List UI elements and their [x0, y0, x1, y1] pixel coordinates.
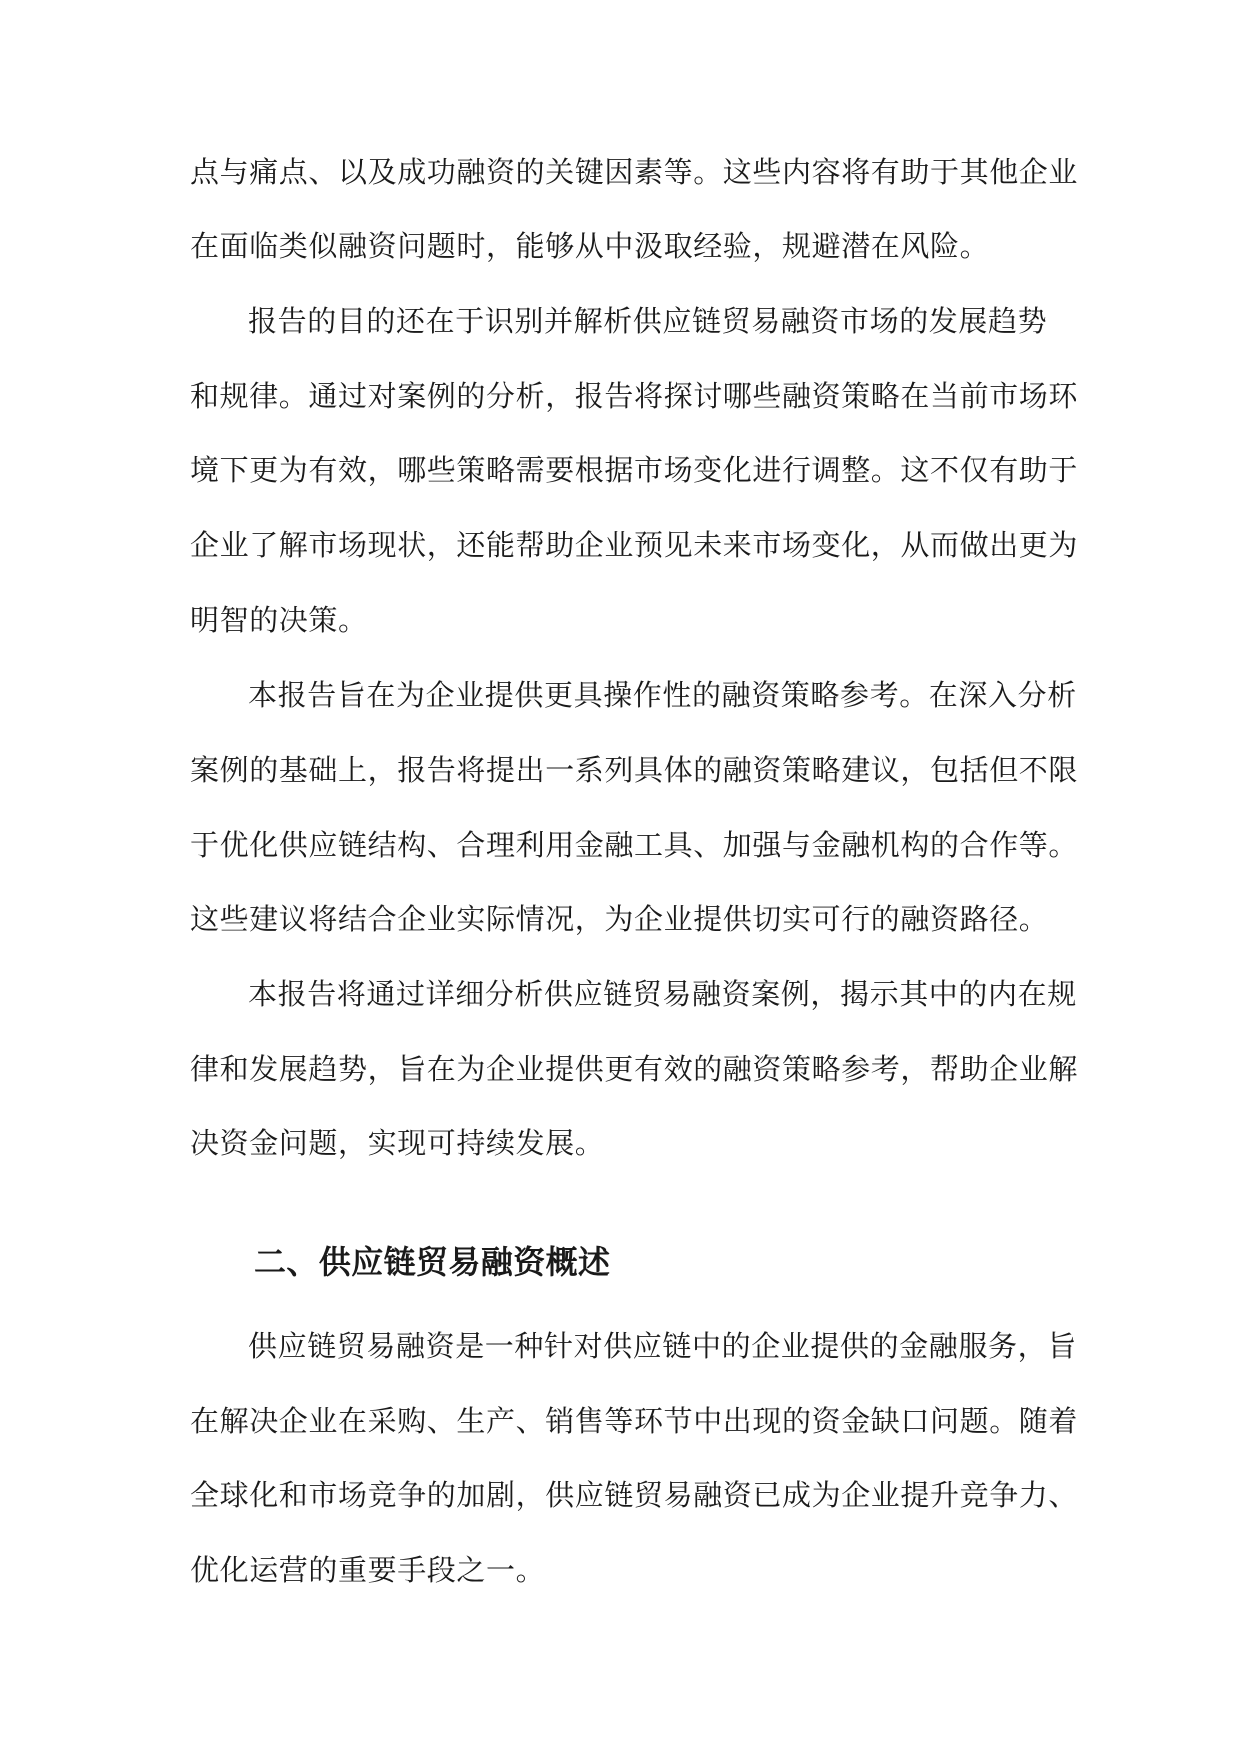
paragraph-4-line-3: 决资金问题，实现可持续发展。 [190, 1126, 605, 1160]
paragraph-3-line-1: 本报告旨在为企业提供更具操作性的融资策略参考。在深入分析 [248, 678, 1077, 712]
paragraph-2-line-1: 报告的目的还在于识别并解析供应链贸易融资市场的发展趋势 [248, 304, 1048, 338]
section-paragraph-line-4: 优化运营的重要手段之一。 [190, 1553, 546, 1587]
paragraph-3-line-4: 这些建议将结合企业实际情况，为企业提供切实可行的融资路径。 [190, 902, 1049, 936]
paragraph-1-line-2: 在面临类似融资问题时，能够从中汲取经验，规避潜在风险。 [190, 229, 990, 263]
paragraph-3-line-2: 案例的基础上，报告将提出一系列具体的融资策略建议，包括但不限 [190, 753, 1079, 787]
section-paragraph-line-1: 供应链贸易融资是一种针对供应链中的企业提供的金融服务，旨 [248, 1329, 1077, 1363]
section-paragraph-line-2: 在解决企业在采购、生产、销售等环节中出现的资金缺口问题。随着 [190, 1404, 1079, 1438]
paragraph-4-line-1: 本报告将通过详细分析供应链贸易融资案例，揭示其中的内在规 [248, 977, 1077, 1011]
paragraph-2-line-4: 企业了解市场现状，还能帮助企业预见未来市场变化，从而做出更为 [190, 528, 1079, 562]
paragraph-1-line-1: 点与痛点、以及成功融资的关键因素等。这些内容将有助于其他企业 [190, 155, 1079, 189]
paragraph-2-line-5: 明智的决策。 [190, 603, 368, 637]
paragraph-2-line-3: 境下更为有效，哪些策略需要根据市场变化进行调整。这不仅有助于 [190, 453, 1079, 487]
paragraph-4-line-2: 律和发展趋势，旨在为企业提供更有效的融资策略参考，帮助企业解 [190, 1052, 1079, 1086]
paragraph-2-line-2: 和规律。通过对案例的分析，报告将探讨哪些融资策略在当前市场环 [190, 379, 1079, 413]
section-paragraph-line-3: 全球化和市场竞争的加剧，供应链贸易融资已成为企业提升竞争力、 [190, 1478, 1079, 1512]
section-heading: 二、供应链贸易融资概述 [254, 1243, 611, 1281]
paragraph-3-line-3: 于优化供应链结构、合理利用金融工具、加强与金融机构的合作等。 [190, 828, 1079, 862]
